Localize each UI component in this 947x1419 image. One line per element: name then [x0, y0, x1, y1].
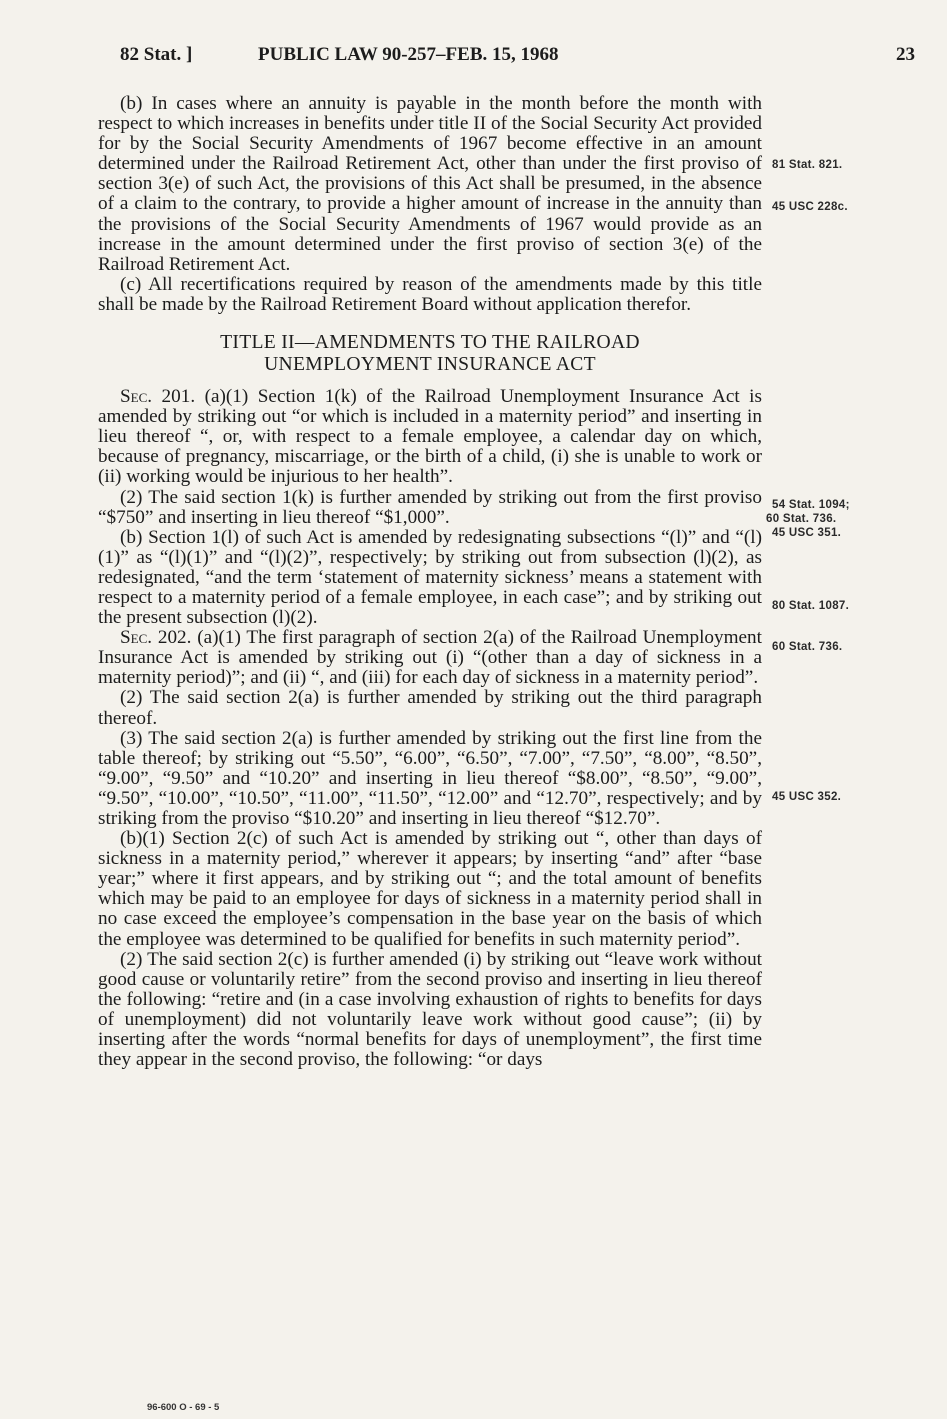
- section-201-b: (b) Section 1(l) of such Act is amended by redesignating subsections “(l)” and “(l)(1)” as “(l)(1)” and “(l)(2)”, respectively; by striking out from subsection (l)(2), as redesignated, “and the term ‘statement of maternity sickness’ means a statement with respect to a maternity period of a female employee, in each case”; and by striking out the present subsection (l)(2).: [98, 526, 762, 629]
- section-201-a1-text: (a)(1) Section 1(k) of the Railroad Unemployment Insurance Act is amended by striking out “or which is included in a maternity period” and inserting in lieu thereof “, or, with respect to a female employee, a calendar day on which, because of pregnancy, miscarriage, or the birth of a child, (i) she is unable to work or (ii) working would be injurious to her health”.: [98, 386, 762, 488]
- section-201-a2: (2) The said section 1(k) is further amended by striking out from the first proviso “$750” and inserting in lieu thereof “$1,000”.: [98, 486, 762, 528]
- page-number: 23: [896, 44, 915, 65]
- margin-citation-45-usc-228c: 45 USC 228c.: [772, 201, 848, 213]
- margin-citation-54-stat-1094: 54 Stat. 1094;: [772, 499, 850, 511]
- margin-citation-81-stat-821: 81 Stat. 821.: [772, 159, 843, 171]
- section-202-a3: (3) The said section 2(a) is further amended by striking out the first line from the table thereof; by striking out “5.50”, “6.00”, “6.50”, “7.00”, “7.50”, “8.00”, “8.50”, “9.00”, “9.50” and “10.20” and inserting in lieu thereof “$8.00”, “8.50”, “9.00”, “9.50”, “10.00”, “10.50”, “11.00”, “11.50”, “12.00” and “12.70”, respectively; and by striking from the proviso “$10.20” and inserting in lieu thereof “$12.70”.: [98, 727, 762, 829]
- margin-citation-45-usc-352: 45 USC 352.: [772, 791, 842, 803]
- title-line-2: UNEMPLOYMENT INSURANCE ACT: [264, 354, 596, 376]
- title-heading: [98, 332, 762, 376]
- margin-citation-45-usc-351: 45 USC 351.: [772, 527, 842, 539]
- margin-citation-sec-201-a: [766, 498, 892, 540]
- section-202-b2: (2) The said section 2(c) is further amended (i) by striking out “leave work without good cause or voluntarily retire” from the second proviso and inserting in lieu thereof the following: “retire and (in a case involving exhaustion of rights to benefits for days of unemployment) did not voluntarily leave work without good cause”; (ii) by inserting after the words “normal benefits for days of unemployment”, the first time they appear in the second proviso, the following: “or days: [98, 948, 762, 1071]
- print-code-footer: 96-600 O - 69 - 5: [147, 1402, 220, 1413]
- public-law-title: PUBLIC LAW 90-257–FEB. 15, 1968: [258, 44, 559, 65]
- statute-volume: 82 Stat. ]: [120, 44, 193, 65]
- margin-citation-60-stat-736: 60 Stat. 736.: [766, 513, 837, 525]
- title-line-1: TITLE II—AMENDMENTS TO THE RAILROAD: [220, 332, 640, 354]
- section-202-b1: (b)(1) Section 2(c) of such Act is amended by striking out “, other than days of sickness in a maternity period,” wherever it appears; by inserting “and” after “base year;” where it first appears, and by striking out “; and the total amount of benefits which may be paid to an employee for days of sickness in a maternity period shall in no case exceed the employee’s compensation in the base year on the basis of which the employee was determined to be qualified for benefits in such maternity period”.: [98, 828, 762, 950]
- page-header: [120, 44, 915, 74]
- paragraph-b: (b) In cases where an annuity is payable in the month before the month with respect to which increases in benefits under title II of the Social Security Act provided for by the Social Security Amendments of 1967 become effective in an amount determined under the Railroad Retirement Act, other than under the first proviso of section 3(e) of such Act, the provisions of this Act shall be presumed, in the absence of a claim to the contrary, to provide a higher amount of increase in the annuity than the provisions of the Social Security Amendments of 1967 would provide as an increase in the amount determined under the first proviso of section 3(e) of the Railroad Retirement Act.: [98, 93, 762, 275]
- section-202-label: Sec. 202.: [120, 627, 192, 649]
- paragraph-c: (c) All recertifications required by reason of the amendments made by this title shall be made by the Railroad Retirement Board without application therefor.: [98, 273, 762, 315]
- section-202-a2: (2) The said section 2(a) is further amended by striking out the third paragraph thereof.: [98, 687, 762, 729]
- section-202-a1: [98, 628, 762, 688]
- section-201-a1: [98, 387, 762, 487]
- section-202-a1-text: (a)(1) The first paragraph of section 2(a) of the Railroad Unemployment Insurance Act is amended by striking out (i) “(other than a day of sickness in a maternity period)”; and (ii) “, and (iii) for each day of sickness in a maternity period”.: [98, 627, 762, 689]
- section-201-label: Sec. 201.: [120, 386, 196, 408]
- margin-citation-60-stat-736-b: 60 Stat. 736.: [772, 641, 843, 653]
- margin-citation-80-stat-1087: 80 Stat. 1087.: [772, 600, 850, 612]
- document-body: [98, 94, 762, 1070]
